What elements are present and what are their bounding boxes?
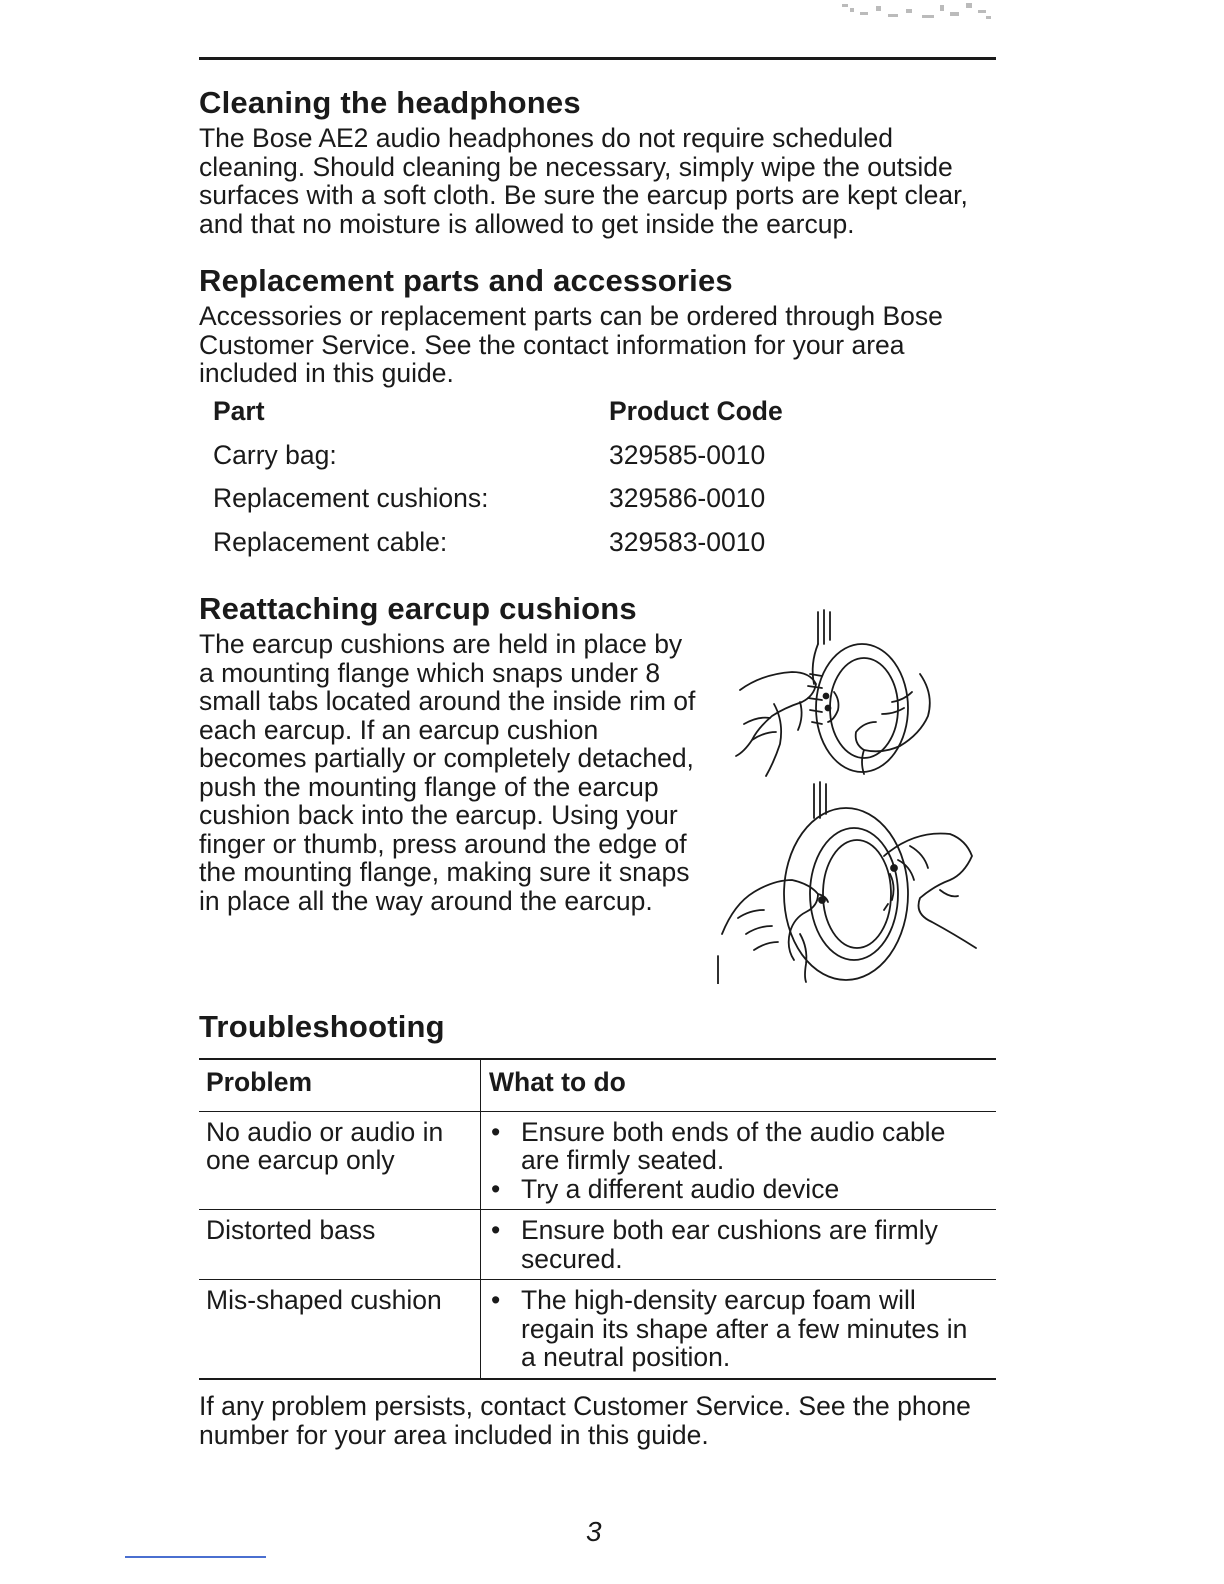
troubleshooting-row	[199, 1280, 996, 1378]
action-cell	[481, 1112, 996, 1210]
page-number: 3	[586, 1516, 602, 1547]
troubleshooting-table	[199, 1058, 996, 1380]
col-problem: Problem	[199, 1060, 481, 1111]
action-item: • Ensure both ends of the audio cable are firmly seated.	[489, 1118, 988, 1175]
part-name: Replacement cable:	[213, 526, 448, 557]
top-rule	[199, 57, 996, 60]
replacement-body: Accessories or replacement parts can be ordered through Bose Customer Service. See the contact information for your area included in this guide.	[199, 301, 943, 388]
action-list	[489, 1216, 988, 1273]
reattach-body: The earcup cushions are held in place by a mounting flange which snaps under 8 small tabs located around the inside rim of each earcup. If an earcup cushion becomes partially or completely detached, push the mounting flange of the earcup cushion back into the earcup. Using your finger or thumb, press around the edge of the mounting flange, making sure it snaps in place all the way around the earcup.	[199, 629, 696, 916]
action-item: • The high-density earcup foam will regain its shape after a few minutes in a neutral position.	[489, 1286, 988, 1372]
cleaning-heading: Cleaning the headphones	[199, 85, 581, 120]
action-cell	[481, 1280, 996, 1378]
part-code: 329585-0010	[609, 439, 766, 470]
illustration-top	[736, 610, 930, 776]
parts-col-part: Part	[213, 396, 265, 426]
troubleshooting-row	[199, 1112, 996, 1211]
part-name: Carry bag:	[213, 439, 337, 470]
scan-artifact	[836, 0, 996, 24]
bottom-rule	[125, 1556, 266, 1558]
parts-col-code: Product Code	[609, 396, 783, 426]
troubleshooting-heading: Troubleshooting	[199, 1009, 445, 1044]
action-item: • Ensure both ear cushions are firmly secured.	[489, 1216, 988, 1273]
problem-cell: Distorted bass	[199, 1210, 481, 1279]
troubleshooting-section	[199, 1006, 999, 1372]
illustration-bottom	[718, 782, 976, 984]
part-name: Replacement cushions:	[213, 483, 489, 513]
problem-cell: Mis-shaped cushion	[199, 1280, 481, 1378]
action-list	[489, 1286, 988, 1372]
cleaning-body: The Bose AE2 audio headphones do not require scheduled cleaning. Should cleaning be necessary, simply wipe the outside surfaces with a soft cloth. Be sure the earcup ports are kept clear, and that no moisture is allowed to get inside the earcup.	[199, 123, 968, 239]
cleaning-section	[199, 82, 999, 238]
part-code: 329586-0010	[609, 483, 766, 513]
action-list	[489, 1118, 988, 1204]
part-code: 329583-0010	[609, 526, 766, 557]
earcup-cushion-illustration	[714, 604, 984, 984]
reattach-heading: Reattaching earcup cushions	[199, 591, 637, 626]
problem-cell: No audio or audio in one earcup only	[199, 1112, 481, 1210]
troubleshooting-header-row	[199, 1060, 996, 1112]
troubleshooting-row	[199, 1210, 996, 1280]
col-what-to-do: What to do	[489, 1067, 626, 1097]
action-cell	[481, 1210, 996, 1279]
replacement-heading: Replacement parts and accessories	[199, 263, 733, 298]
action-item: • Try a different audio device	[489, 1175, 988, 1204]
closing-note: If any problem persists, contact Customer Service. See the phone number for your area included in this guide.	[199, 1391, 971, 1450]
replacement-section	[199, 260, 999, 557]
